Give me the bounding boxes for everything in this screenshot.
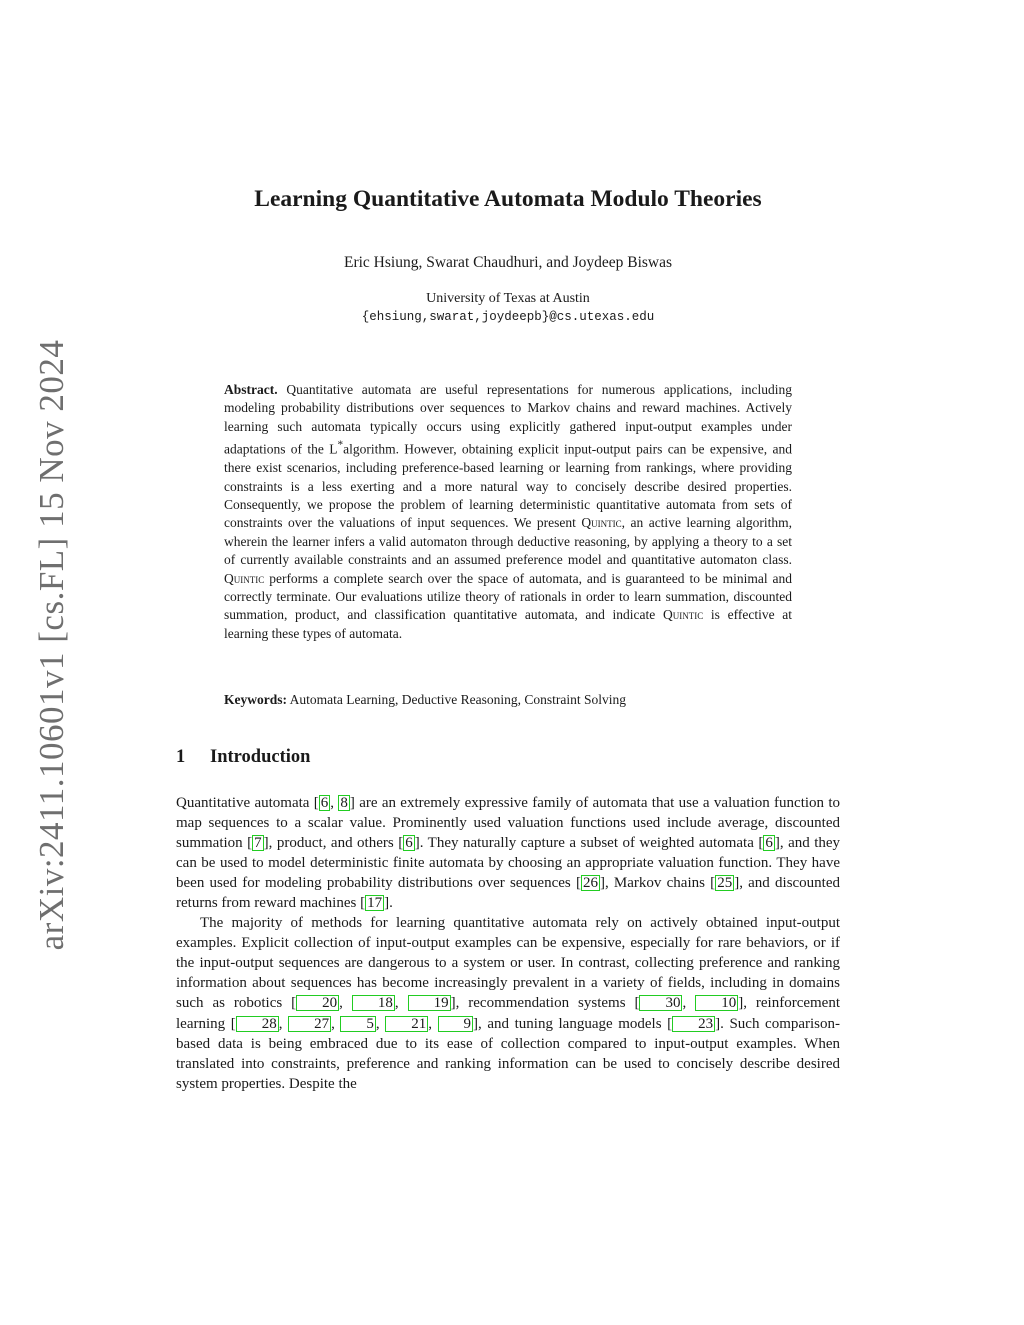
citation-link[interactable]: 19	[408, 995, 451, 1011]
author-email: {ehsiung,swarat,joydeepb}@cs.utexas.edu	[361, 310, 655, 324]
citation-link[interactable]: 8	[340, 795, 348, 811]
section-heading-introduction	[176, 747, 310, 768]
paragraph-text: are an extremely expressive family of automata that use a valuation function to map sequences to a scalar value. Prominently used valuation functions used include average, discounted summation	[176, 795, 841, 852]
system-name: Quintic	[581, 515, 622, 531]
citation-link[interactable]: 23	[672, 1016, 715, 1032]
paragraph: Quantitative automata [ 6 , 8 ] are an extremely expressive family of automata that use a valuation function to map sequences to a scalar value. Prominently used valuation functions used include average, discounted summation [ 7 ], product, and others [ 6 ]. They naturally capture a subset of weighted automata [ 6 ], and they can be used to model deterministic finite automata by choosing an appropriate valuation function. They have been used for modeling probability distributions over sequences [ 26 ], Markov chains [ 25 ], and discounted returns from reward machines [ 17 ].	[176, 795, 841, 912]
paragraph-text: Quantitative automata	[176, 795, 310, 811]
paragraph-text: , recommendation systems	[455, 995, 626, 1012]
paragraph-text: , Markov chains	[604, 875, 705, 892]
citation-link[interactable]: 18	[352, 995, 395, 1011]
citation-link[interactable]: 6	[320, 795, 329, 811]
citation-link[interactable]: 7	[254, 835, 262, 852]
arxiv-identifier: arXiv:2411.10601v1 [cs.FL] 15 Nov 2024	[32, 339, 71, 951]
system-name: Quintic	[662, 607, 704, 623]
paragraph-text: , and discounted returns from reward machines	[176, 875, 841, 912]
introduction-body	[176, 793, 840, 1094]
citation-link[interactable]: 30	[639, 995, 682, 1011]
citation-link[interactable]: 27	[288, 1016, 331, 1032]
keywords-label: Keywords:	[224, 692, 287, 707]
paper-title: Learning Quantitative Automata Modulo Theories	[254, 186, 762, 212]
citation-link[interactable]: 25	[717, 875, 733, 892]
paragraph-text: , reinforcement learning	[176, 995, 841, 1032]
paragraph-text: . They naturally capture a subset of weighted automata	[419, 835, 754, 852]
paragraph-text: .	[389, 895, 393, 912]
keywords	[224, 692, 792, 708]
affiliation: University of Texas at Austin	[426, 291, 590, 306]
system-name: Quintic	[224, 570, 265, 586]
paragraph-text: The majority of methods for learning quantitative automata rely on actively obtained input-output examples. Explicit collection of input-output examples can be expensive, especially for rare behaviors, or if the input-output sequences are dangerous to a system or user. In contrast, collecting preference and ranking information about sequences has become increasingly prevalent in a variety of fields, including in domains such as robotics	[176, 915, 840, 1012]
citation-link[interactable]: 6	[765, 835, 773, 852]
paragraph-text: , product, and others	[268, 835, 394, 852]
paragraph: The majority of methods for learning quantitative automata rely on actively obtained input-output examples. Explicit collection of input-output examples can be expensive, especially for rare behaviors, or if the input-output sequences are dangerous to a system or user. In contrast, collecting preference and ranking information about sequences has become increasingly prevalent in a variety of fields, including in domains such as robotics [ 20 , 18 , 19 ], recommendation systems [ 30 , 10 ], reinforcement learning [ 28 , 27 , 5 , 21 , 9 ], and tuning language models [ 23 ]. Such comparison-based data is being embraced due to its ease of collection compared to input-output examples. When translated into constraints, preference and ranking information can be used to concisely describe desired system properties. Despite the	[176, 915, 841, 1092]
abstract-text-5: is effective at learning these types of automata.	[224, 607, 793, 641]
abstract-label: Abstract.	[224, 382, 278, 397]
citation-link[interactable]: 26	[582, 875, 598, 892]
citation-link[interactable]: 5	[340, 1016, 376, 1032]
abstract-text-1: Quantitative automata are useful representations for numerous applications, including modeling probability distributions over sequences to Markov chains and reward machines. Actively learning such automata typically occurs using explicitly gathered input-output examples under adaptations of the L	[224, 382, 793, 457]
citation-link[interactable]: 21	[385, 1016, 428, 1032]
citation-link[interactable]: 6	[405, 835, 413, 852]
abstract-superscript: *	[337, 439, 344, 452]
paragraph-text: . Such comparison-based data is being embraced due to its ease of collection compared to input-output examples. When translated into constraints, preference and ranking information can be used to concisely describe desired system properties. Despite the	[176, 1015, 841, 1092]
citation-link[interactable]: 17	[367, 895, 383, 912]
abstract	[224, 381, 792, 643]
author-list: Eric Hsiung, Swarat Chaudhuri, and Joydeep Biswas	[343, 254, 673, 271]
section-title: Introduction	[210, 747, 311, 767]
citation-link[interactable]: 10	[695, 995, 738, 1011]
abstract-text-3: , an active learning algorithm, wherein the learner infers a valid automaton through deductive reasoning, by applying a theory to a set of currently available constraints and an assumed preference model and quantitative automaton class.	[224, 515, 793, 568]
affiliation-block	[0, 289, 1016, 327]
abstract-text-4: performs a complete search over the space of automata, and is guaranteed to be minimal and correctly terminate. Our evaluations utilize theory of rationals in order to learn summation, discounted summation, product, and classification quantitative automata, and indicate	[224, 570, 793, 623]
citation-link[interactable]: 9	[438, 1016, 474, 1032]
keywords-text: Automata Learning, Deductive Reasoning, Constraint Solving	[289, 692, 626, 707]
abstract-text-2: algorithm. However, obtaining explicit input-output pairs can be expensive, and there exist scenarios, including preference-based learning or learning from rankings, where providing constraints is a less exerting and a more natural way to concisely describe desired properties. Consequently, we propose the problem of learning deterministic quantitative automata from sets of constraints over the valuations of input sequences. We present	[224, 441, 792, 531]
paragraph-text: , and they can be used to model deterministic finite automata by choosing an appropriate valuation function. They have been used for modeling probability distributions over sequences	[176, 835, 841, 892]
section-number: 1	[176, 747, 186, 767]
citation-link[interactable]: 20	[296, 995, 339, 1011]
paragraph-text: , and tuning language models	[478, 1015, 662, 1032]
citation-link[interactable]: 28	[236, 1016, 279, 1032]
